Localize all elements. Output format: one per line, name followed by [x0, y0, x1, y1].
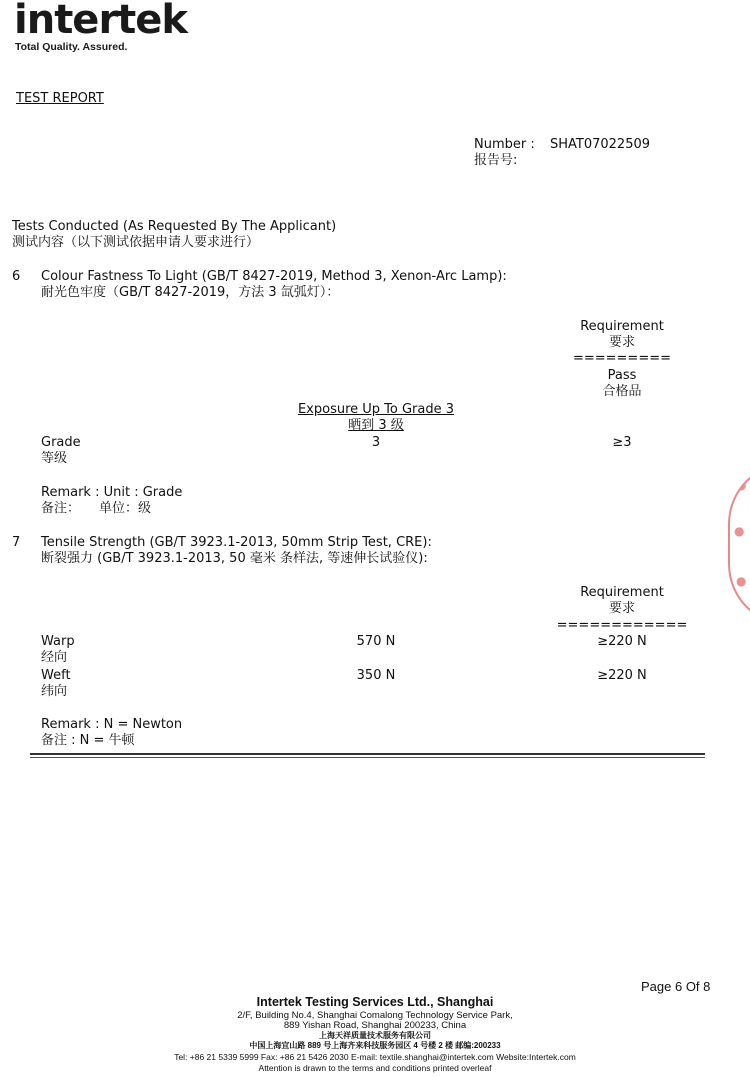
section-6-row-requirement: ≥3 — [612, 435, 632, 450]
table-row-label-cn: 纬向 — [41, 684, 68, 699]
section-7-remark: Remark : N = Newton — [41, 717, 183, 732]
section-6-number: 6 — [12, 269, 21, 284]
section-7-requirement-header: Requirement — [580, 585, 664, 600]
footer-address-line-1: 2/F, Building No.4, Shanghai Comalong Technology Service Park, — [237, 1010, 513, 1021]
table-row-requirement: ≥220 N — [597, 668, 647, 683]
footer-address-cn-2: 中国上海宜山路 889 号上海齐来科技服务园区 4 号楼 2 楼 邮编:200233 — [249, 1041, 501, 1050]
section-7-title-cn: 断裂强力 (GB/T 3923.1-2013, 50 毫米 条样法, 等速伸长试验仪): — [41, 551, 428, 566]
section-7-requirement-rule: ============ — [556, 618, 688, 633]
section-6-remark-cn-prefix: 备注： — [41, 501, 81, 516]
section-6-remark: Remark : Unit : Grade — [41, 485, 183, 500]
section-6-title: Colour Fastness To Light (GB/T 8427-2019, Method 3, Xenon-Arc Lamp): — [41, 269, 507, 284]
footer-address-line-2: 889 Yishan Road, Shanghai 200233, China — [283, 1020, 467, 1031]
company-logo: intertek — [14, 0, 188, 43]
report-title: TEST REPORT — [16, 91, 104, 106]
page-number: Page 6 Of 8 — [641, 979, 711, 994]
section-7-requirement-header-cn: 要求 — [608, 601, 635, 616]
section-6-row-label: Grade — [41, 435, 81, 450]
section-6-requirement-header-cn: 要求 — [608, 335, 635, 350]
table-row-label: Weft — [41, 668, 71, 683]
end-rule-thick — [30, 753, 705, 755]
table-row-label-cn: 经向 — [41, 650, 68, 665]
table-row-requirement: ≥220 N — [597, 634, 647, 649]
table-row-value: 350 N — [356, 668, 396, 683]
table-row-value: 570 N — [356, 634, 396, 649]
section-6-exposure-header: Exposure Up To Grade 3 — [297, 402, 455, 417]
section-7-remark-cn: 备注 : N = 牛顿 — [41, 733, 135, 748]
footer-company: Intertek Testing Services Ltd., Shanghai — [256, 995, 494, 1009]
tests-conducted-title: Tests Conducted (As Requested By The Applicant) — [12, 219, 337, 234]
report-number-label: Number : — [474, 137, 535, 152]
footer-attention: Attention is drawn to the terms and conditions printed overleaf — [258, 1063, 492, 1073]
section-6-requirement-header: Requirement — [580, 319, 664, 334]
footer-address-cn-1: 上海天祥质量技术服务有限公司 — [319, 1031, 431, 1040]
footer-contact: Tel: +86 21 5339 5999 Fax: +86 21 5426 2030 E-mail: textile.shanghai@intertek.com Website:Intertek.com — [174, 1052, 576, 1062]
tests-conducted-title-cn: 测试内容（以下测试依据申请人要求进行） — [12, 235, 260, 250]
section-6-exposure-header-cn: 晒到 3 级 — [348, 418, 404, 433]
table-row-label: Warp — [41, 634, 75, 649]
section-6-row-label-cn: 等级 — [41, 451, 68, 466]
report-number-label-cn: 报告号: — [474, 153, 518, 168]
section-6-title-cn: 耐光色牢度（GB/T 8427-2019，方法 3 氙弧灯）： — [41, 285, 340, 300]
report-number-value: SHAT07022509 — [550, 137, 651, 152]
section-6-remark-cn-unit: 单位：级 — [99, 501, 152, 516]
section-6-row-value: 3 — [371, 435, 381, 450]
section-7-title: Tensile Strength (GB/T 3923.1-2013, 50mm Strip Test, CRE): — [41, 535, 432, 550]
section-6-pass-label: Pass — [607, 368, 637, 383]
company-tagline: Total Quality. Assured. — [15, 41, 128, 53]
company-seal-stamp: ● ● ● — [728, 462, 750, 626]
section-6-pass-label-cn: 合格品 — [602, 384, 642, 399]
section-6-requirement-rule: ========= — [572, 351, 672, 366]
section-7-number: 7 — [12, 535, 21, 550]
end-rule-thin — [30, 757, 705, 758]
